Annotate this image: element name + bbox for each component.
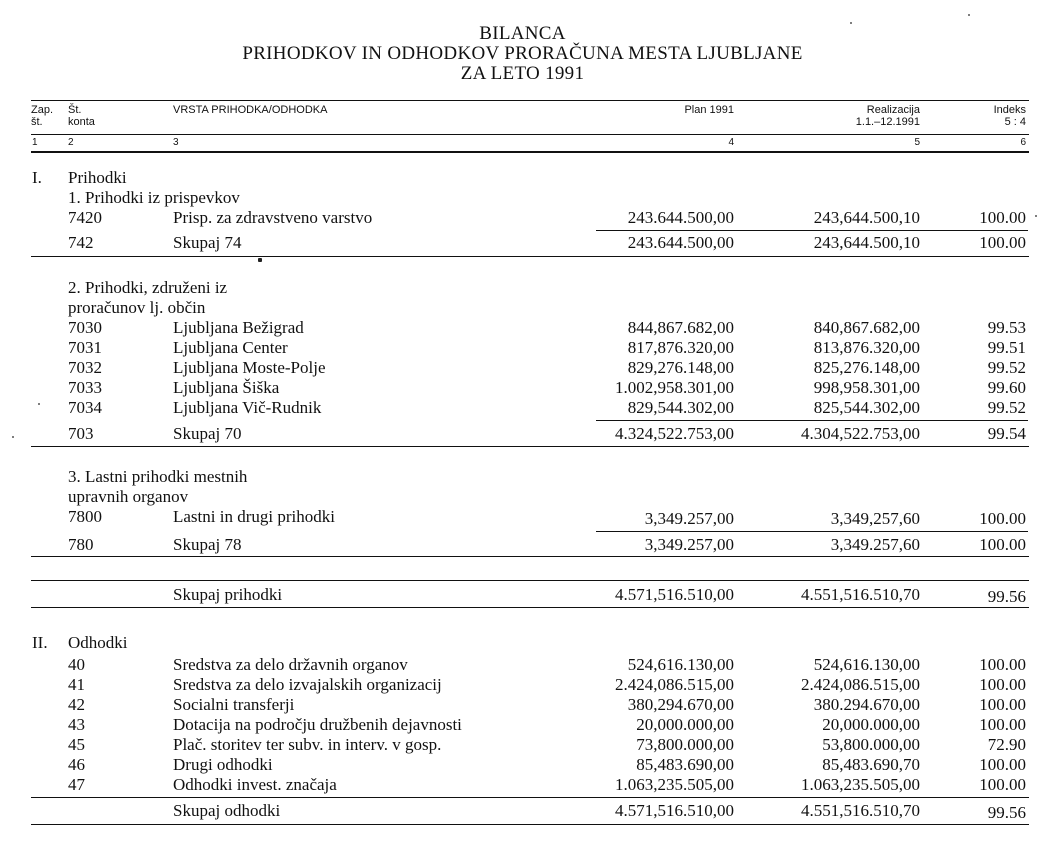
col-header-realizacija: Realizacija 1.1.–12.1991 [855,104,920,128]
group-heading: 2. Prihodki, združeni iz [68,278,228,297]
row-name: Ljubljana Bežigrad [173,318,304,337]
row-name: Skupaj prihodki [173,585,283,604]
scan-speck [38,403,40,405]
row-konto: 45 [68,735,85,754]
row-plan: 4.571,516.510,00 [615,801,734,820]
scan-speck [850,22,852,24]
row-name: Ljubljana Center [173,338,288,357]
row-real: 2.424,086.515,00 [801,675,920,694]
row-name: Skupaj 78 [173,535,242,554]
expenses-total-bottom-rule [31,824,1029,825]
row-plan: 73,800.000,00 [636,735,734,754]
row-name: Lastni in drugi prihodki [173,507,335,526]
row-plan: 829,544.302,00 [627,398,734,417]
row-real: 840,867.682,00 [813,318,920,337]
row-konto: 7031 [68,338,102,357]
grand-total-bottom-rule [31,607,1029,608]
row-name: Socialni transferji [173,695,295,714]
row-name: Plač. storitev ter subv. in interv. v gosp. [173,735,442,754]
row-index: 100.00 [979,535,1026,554]
row-plan: 829,276.148,00 [627,358,734,377]
row-real: 813,876.320,00 [813,338,920,357]
row-konto: 703 [68,424,94,443]
col-number-3: 3 [173,137,179,148]
row-plan: 4.324,522.753,00 [615,424,734,443]
document-title-line2: PRIHODKOV IN ODHODKOV PRORAČUNA MESTA LJUBLJANE [242,43,803,64]
row-real: 998,958.301,00 [813,378,920,397]
row-konto: 7034 [68,398,102,417]
col-number-2: 2 [68,137,74,148]
row-plan: 243.644.500,00 [627,208,734,227]
row-name: Prisp. za zdravstveno varstvo [173,208,373,227]
row-name: Ljubljana Vič-Rudnik [173,398,322,417]
row-name: Odhodki invest. značaja [173,775,337,794]
row-real: 53,800.000,00 [822,735,920,754]
row-index: 99.51 [987,338,1026,357]
col-header-plan: Plan 1991 [684,104,734,116]
row-index: 72.90 [987,735,1026,754]
row-name: Drugi odhodki [173,755,273,774]
scan-speck [12,436,14,438]
row-name: Dotacija na področju družbenih dejavnosti [173,715,462,734]
row-index: 99.54 [987,424,1026,443]
row-konto: 7032 [68,358,102,377]
row-plan: 3,349.257,00 [644,509,734,528]
row-name: Ljubljana Šiška [173,378,280,397]
row-real: 4.304,522.753,00 [801,424,920,443]
header-mid-rule [31,134,1029,135]
group-heading: 1. Prihodki iz prispevkov [68,188,240,207]
row-plan: 1.063,235.505,00 [615,775,734,794]
col-number-5: 5 [914,137,920,148]
row-real: 85,483.690,70 [822,755,920,774]
row-index: 99.52 [987,358,1026,377]
row-real: 4.551,516.510,70 [801,585,920,604]
row-konto: 7030 [68,318,102,337]
row-name: Skupaj 70 [173,424,242,443]
row-konto: 43 [68,715,85,734]
row-plan: 3,349.257,00 [644,535,734,554]
group-heading: proračunov lj. občin [68,298,206,317]
grand-total-top-rule [31,580,1029,581]
row-konto: 7033 [68,378,102,397]
row-konto: 780 [68,535,94,554]
row-index: 100.00 [979,509,1026,528]
subtotal-rule [596,230,1028,231]
row-index: 99.60 [987,378,1026,397]
row-real: 20,000.000,00 [822,715,920,734]
row-plan: 20,000.000,00 [636,715,734,734]
row-index: 100.00 [979,755,1026,774]
col-number-4: 4 [728,137,734,148]
group-heading: upravnih organov [68,487,189,506]
row-plan: 2.424,086.515,00 [615,675,734,694]
row-real: 825,276.148,00 [813,358,920,377]
header-top-rule [31,100,1029,101]
row-real: 3,349,257,60 [830,509,920,528]
group-end-rule [31,446,1029,447]
row-plan: 1.002,958.301,00 [615,378,734,397]
row-index: 100.00 [979,208,1026,227]
col-header-zap: Zap. št. [31,104,54,128]
row-index: 100.00 [979,715,1026,734]
group-end-rule [31,256,1029,257]
row-plan: 4.571,516.510,00 [615,585,734,604]
row-index: 100.00 [979,655,1026,674]
row-name: Sredstva za delo državnih organov [173,655,408,674]
row-plan: 243.644.500,00 [627,233,734,252]
section-roman-II: II. [32,633,48,652]
col-header-konto: Št. konta [68,104,95,128]
col-number-1: 1 [32,137,38,148]
row-index: 99.56 [987,587,1026,606]
section-label-odhodki: Odhodki [68,633,128,652]
row-konto: 742 [68,233,94,252]
row-konto: 47 [68,775,85,794]
row-index: 99.56 [987,803,1026,822]
row-name: Skupaj 74 [173,233,242,252]
header-bottom-rule [31,151,1029,153]
row-konto: 41 [68,675,85,694]
col-header-vrsta: VRSTA PRIHODKA/ODHODKA [173,104,328,116]
row-plan: 817,876.320,00 [627,338,734,357]
scan-speck [1035,215,1037,217]
row-real: 3,349.257,60 [830,535,920,554]
row-real: 380.294.670,00 [813,695,920,714]
row-plan: 524,616.130,00 [627,655,734,674]
row-index: 100.00 [979,675,1026,694]
row-real: 1.063,235.505,00 [801,775,920,794]
document-title-line3: ZA LETO 1991 [460,63,585,84]
document-title-line1: BILANCA [479,23,566,44]
row-konto: 7420 [68,208,102,227]
row-real: 243,644.500,10 [813,208,920,227]
row-konto: 42 [68,695,85,714]
scan-speck [258,258,262,262]
row-konto: 46 [68,755,85,774]
col-header-indeks: Indeks 5 : 4 [993,104,1026,128]
row-index: 99.52 [987,398,1026,417]
section-label-prihodki: Prihodki [68,168,127,187]
subtotal-rule [596,420,1028,421]
expenses-total-top-rule [31,797,1029,798]
row-konto: 40 [68,655,85,674]
row-index: 100.00 [979,233,1026,252]
row-plan: 844,867.682,00 [627,318,734,337]
section-roman-I: I. [32,168,42,187]
row-name: Sredstva za delo izvajalskih organizacij [173,675,442,694]
group-heading: 3. Lastni prihodki mestnih [68,467,248,486]
row-index: 99.53 [987,318,1026,337]
col-number-6: 6 [1020,137,1026,148]
row-name: Ljubljana Moste-Polje [173,358,326,377]
row-real: 243,644.500,10 [813,233,920,252]
scan-speck [968,14,970,16]
row-plan: 380,294.670,00 [627,695,734,714]
group-end-rule [31,556,1029,557]
row-index: 100.00 [979,775,1026,794]
row-name: Skupaj odhodki [173,801,281,820]
row-index: 100.00 [979,695,1026,714]
subtotal-rule [596,531,1028,532]
row-real: 4.551,516.510,70 [801,801,920,820]
row-real: 524,616.130,00 [813,655,920,674]
row-real: 825,544.302,00 [813,398,920,417]
row-plan: 85,483.690,00 [636,755,734,774]
row-konto: 7800 [68,507,102,526]
